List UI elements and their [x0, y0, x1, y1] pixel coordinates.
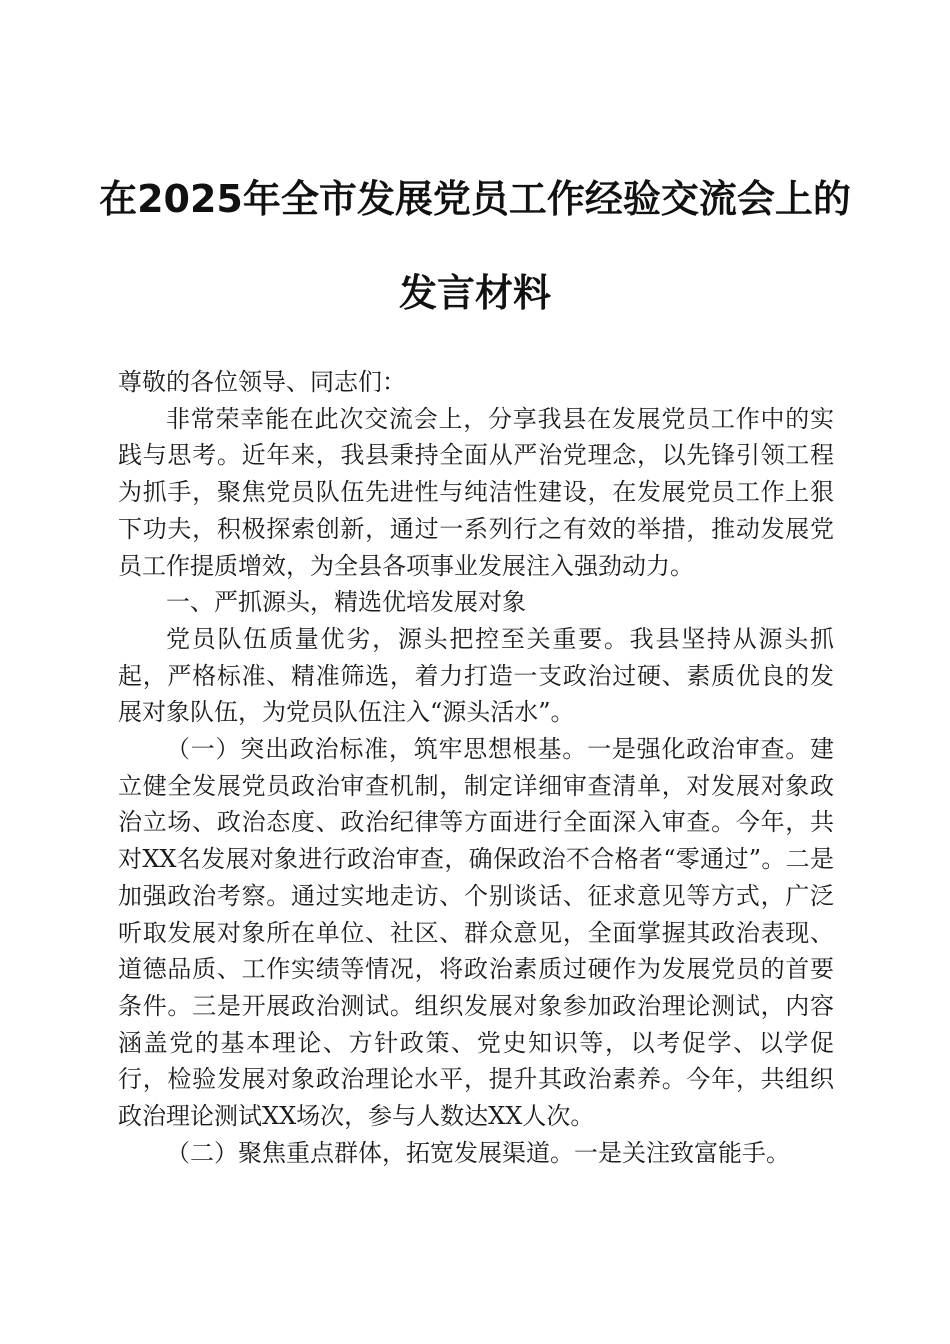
- section-1-intro-paragraph: 党员队伍质量优劣，源头把控至关重要。我县坚持从源头抓起，严格标准、精准筛选，着力打造一支政治过硬、素质优良的发展对象队伍，为党员队伍注入“源头活水”。: [118, 624, 834, 727]
- document-body: [118, 364, 834, 1171]
- subsection-1-paragraph: （一）突出政治标准，筑牢思想根基。一是强化政治审查。建立健全发展党员政治审查机制，制定详细审查清单，对发展对象政治立场、政治态度、政治纪律等方面进行全面深入审查。今年，共对XX名发展对象进行政治审查，确保政治不合格者“零通过”。二是加强政治考察。通过实地走访、个别谈话、征求意见等方式，广泛听取发展对象所在单位、社区、群众意见，全面掌握其政治表现、道德品质、工作实绩等情况，将政治素质过硬作为发展党员的首要条件。三是开展政治测试。组织发展对象参加政治理论测试，内容涵盖党的基本理论、方针政策、党史知识等，以考促学、以学促行，检验发展对象政治理论水平，提升其政治素养。今年，共组织政治理论测试XX场次，参与人数达XX人次。: [118, 735, 834, 1131]
- document-title-line-1: 在2025年全市发展党员工作经验交流会上的: [99, 177, 851, 221]
- salutation: 尊敬的各位领导、同志们：: [118, 368, 406, 396]
- document-title-line-2: 发言材料: [398, 271, 551, 315]
- intro-paragraph: 非常荣幸能在此次交流会上，分享我县在发展党员工作中的实践与思考。近年来，我县秉持全面从严治党理念，以先锋引领工程为抓手，聚焦党员队伍先进性与纯洁性建设，在发展党员工作上狠下功夫，积极探索创新，通过一系列行之有效的举措，推动发展党员工作提质增效，为全县各项事业发展注入强劲动力。: [118, 404, 834, 580]
- subsection-2-paragraph: （二）聚焦重点群体，拓宽发展渠道。一是关注致富能手。: [166, 1138, 790, 1167]
- section-1-heading: 一、严抓源头，精选优培发展对象: [166, 588, 526, 617]
